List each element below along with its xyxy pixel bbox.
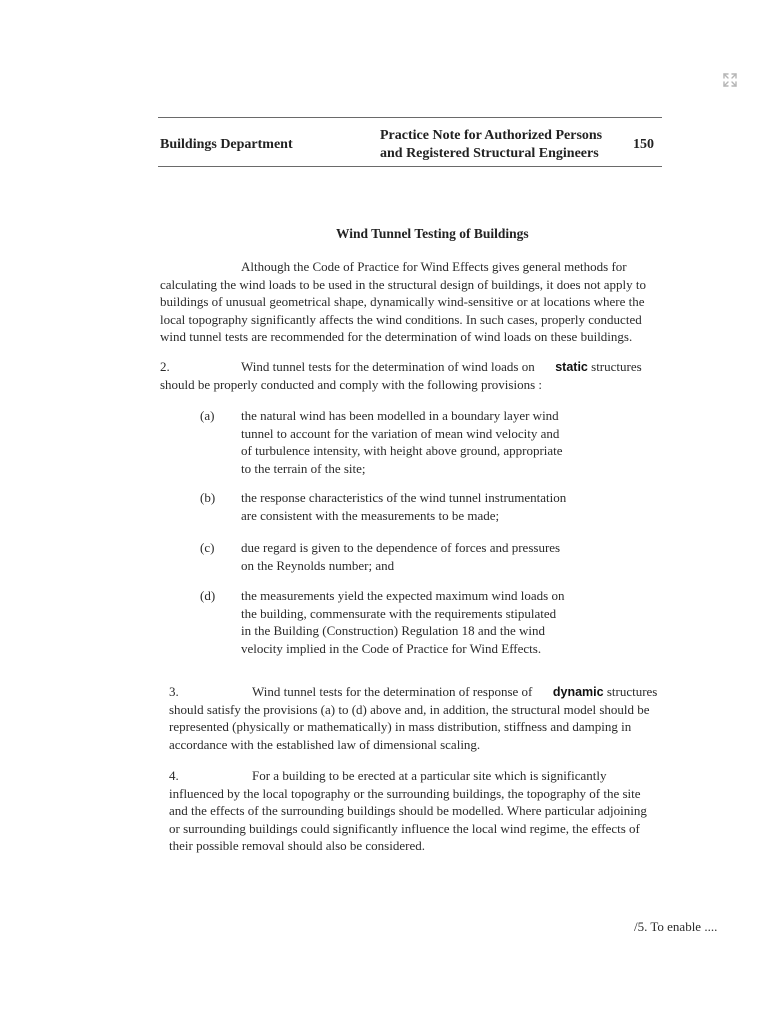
provision-c-label: (c) (200, 540, 215, 555)
practice-note-title (380, 127, 602, 163)
document-title: Wind Tunnel Testing of Buildings (336, 226, 529, 241)
practice-note-number: 150 (633, 137, 654, 152)
para-3-number: 3. (169, 684, 179, 699)
para-2-line-1 (241, 358, 642, 377)
provision-b-line-2: are consistent with the measurements to be made; (241, 507, 500, 523)
practice-note-line-2: and Registered Structural Engineers (380, 146, 599, 161)
intro-line-2: calculating the wind loads to be used in the structural design of buildings, it does not apply to (160, 276, 646, 292)
provision-c-line-2: on the Reynolds number; and (241, 557, 395, 573)
provision-d-line-2: the building, commensurate with the requirements stipulated (241, 605, 557, 621)
dynamic-keyword: dynamic (552, 685, 604, 699)
provision-a-line-3: of turbulence intensity, with height above ground, appropriate (241, 443, 563, 458)
para-3-line-3: represented (physically or mathematically) in mass distribution, stiffness and damping in (169, 719, 632, 734)
para-2-line-2: should be properly conducted and comply with the following provisions : (160, 376, 542, 392)
provision-d-label: (d) (200, 588, 216, 603)
provision-d-line-3: in the Building (Construction) Regulation 18 and the wind (241, 623, 546, 638)
para-2-line-1-end: structures (591, 359, 642, 374)
provision-a-line-4: to the terrain of the site; (241, 460, 366, 476)
static-keyword: static (555, 360, 588, 374)
para-3-line-1-text: Wind tunnel tests for the determination of response of (252, 684, 533, 699)
para-4-line-3: and the effects of the surrounding buildings should be modelled. Where particular adjoining (169, 803, 647, 818)
provision-a-line-1: the natural wind has been modelled in a boundary layer wind (241, 408, 559, 423)
para-3-line-2: should satisfy the provisions (a) to (d) above and, in addition, the structural model should be (169, 701, 650, 717)
para-2-number: 2. (160, 359, 170, 374)
intro-line-1: Although the Code of Practice for Wind Effects gives general methods for (241, 259, 627, 274)
para-4-line-2: influenced by the local topography or the surrounding buildings, the topography of the site (169, 785, 641, 801)
para-4-line-1: For a building to be erected at a particular site which is significantly (252, 768, 607, 783)
provision-d-line-1: the measurements yield the expected maximum wind loads on (241, 588, 565, 603)
provision-b-label: (b) (200, 490, 216, 505)
expand-icon[interactable] (722, 72, 738, 88)
header-top-rule (158, 117, 662, 118)
provision-a-label: (a) (200, 408, 215, 423)
intro-line-5: wind tunnel tests are recommended for the determination of wind loads on these buildings. (160, 329, 633, 344)
provision-c-line-1: due regard is given to the dependence of forces and pressures (241, 540, 561, 555)
intro-line-3: buildings of unusual geometrical shape, dynamically wind-sensitive or at locations where the (160, 294, 645, 309)
practice-note-line-1: Practice Note for Authorized Persons (380, 128, 603, 143)
para-3-line-1 (252, 683, 657, 702)
para-3-line-4: accordance with the established law of dimensional scaling. (169, 736, 481, 752)
provision-d-line-4: velocity implied in the Code of Practice for Wind Effects. (241, 640, 542, 656)
para-4-line-4: or surrounding buildings could significantly influence the local wind regime, the effects of (169, 820, 640, 836)
para-3-line-1-end: structures (606, 684, 658, 699)
continuation-footer: /5. To enable .... (634, 919, 718, 934)
department-name: Buildings Department (160, 137, 293, 152)
provision-b-line-1: the response characteristics of the wind tunnel instrumentation (241, 490, 567, 505)
para-4-line-5: their possible removal should also be considered. (169, 838, 425, 853)
intro-line-4: local topography significantly affects the wind conditions. In such cases, properly conducted (160, 311, 642, 327)
para-4-number: 4. (169, 768, 179, 783)
header-bottom-rule (158, 166, 662, 167)
para-2-line-1-text: Wind tunnel tests for the determination of wind loads on (241, 359, 535, 374)
provision-a-line-2: tunnel to account for the variation of mean wind velocity and (241, 425, 560, 441)
